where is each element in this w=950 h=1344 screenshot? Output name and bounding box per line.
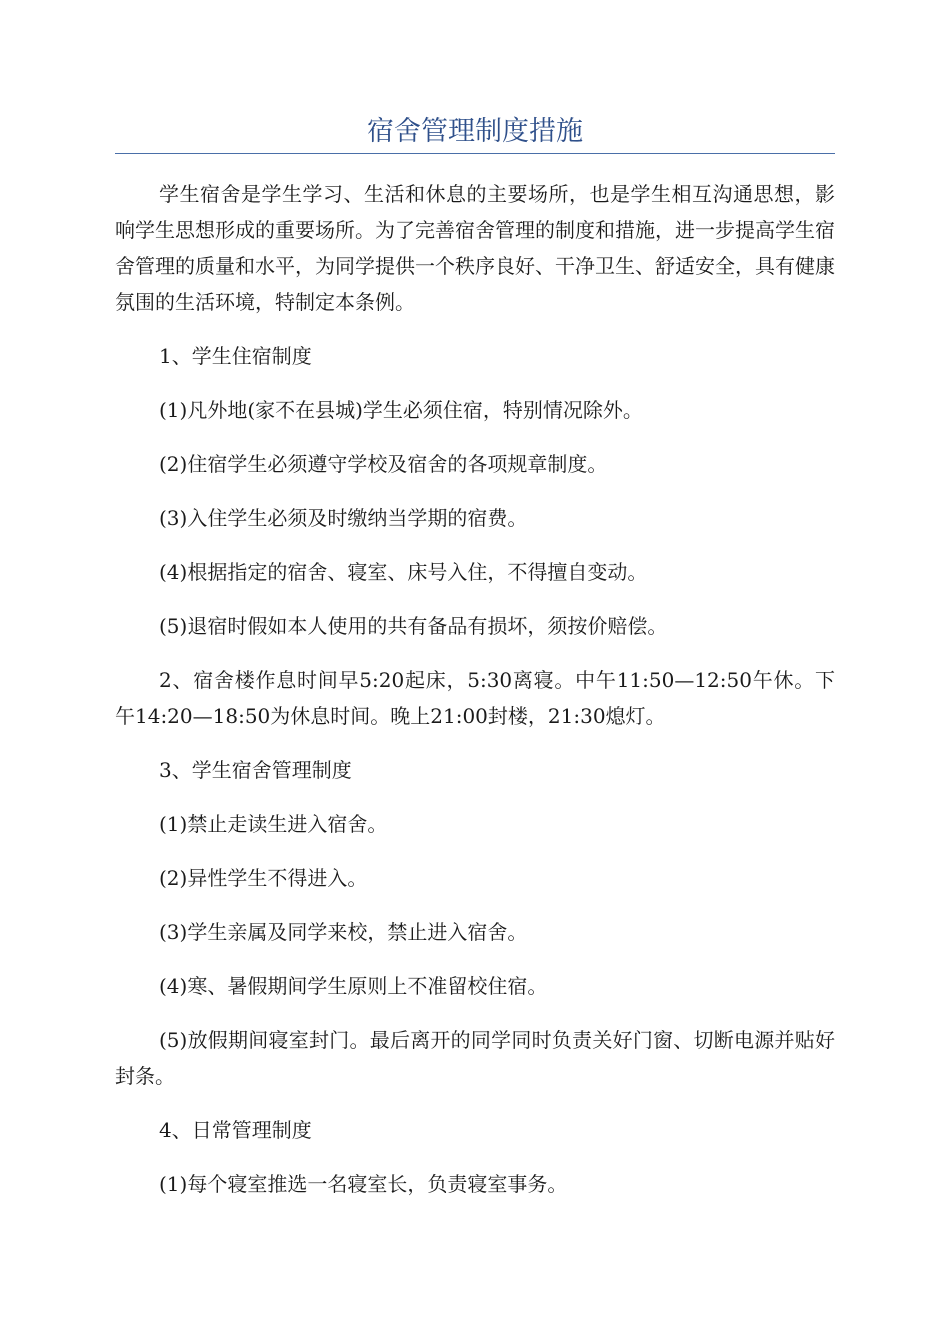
list-item: (1)禁止走读生进入宿舍。: [159, 812, 388, 836]
list-item: (2)住宿学生必须遵守学校及宿舍的各项规章制度。: [159, 452, 608, 476]
list-item: (1)每个寝室推选一名寝室长，负责寝室事务。: [159, 1172, 568, 1196]
document-body: [115, 176, 835, 1220]
section-heading-3: 3、学生宿舍管理制度: [159, 758, 352, 782]
list-item: (3)入住学生必须及时缴纳当学期的宿费。: [159, 506, 528, 530]
list-item: (4)寒、暑假期间学生原则上不准留校住宿。: [159, 974, 548, 998]
list-item: (5)放假期间寝室封门。最后离开的同学同时负责关好门窗、切断电源并贴好封条。: [115, 1028, 835, 1088]
list-item: (5)退宿时假如本人使用的共有备品有损坏，须按价赔偿。: [159, 614, 668, 638]
document-title: 宿舍管理制度措施: [367, 116, 583, 147]
section-heading-4: 4、日常管理制度: [159, 1118, 312, 1142]
list-item: (2)异性学生不得进入。: [159, 866, 368, 890]
title-underline: [115, 153, 835, 154]
section-heading-2: 2、宿舍楼作息时间早5:20起床，5:30离寝。中午11:50—12:50午休。下午14:20—18:50为休息时间。晚上21:00封楼，21:30熄灯。: [115, 668, 835, 728]
intro-paragraph: 学生宿舍是学生学习、生活和休息的主要场所，也是学生相互沟通思想，影响学生思想形成的重要场所。为了完善宿舍管理的制度和措施，进一步提高学生宿舍管理的质量和水平，为同学提供一个秩序良好、干净卫生、舒适安全，具有健康氛围的生活环境，特制定本条例。: [115, 182, 835, 314]
list-item: (3)学生亲属及同学来校，禁止进入宿舍。: [159, 920, 528, 944]
list-item: (4)根据指定的宿舍、寝室、床号入住，不得擅自变动。: [159, 560, 648, 584]
section-heading-1: 1、学生住宿制度: [159, 344, 312, 368]
list-item: (1)凡外地(家不在县城)学生必须住宿，特别情况除外。: [159, 398, 643, 422]
